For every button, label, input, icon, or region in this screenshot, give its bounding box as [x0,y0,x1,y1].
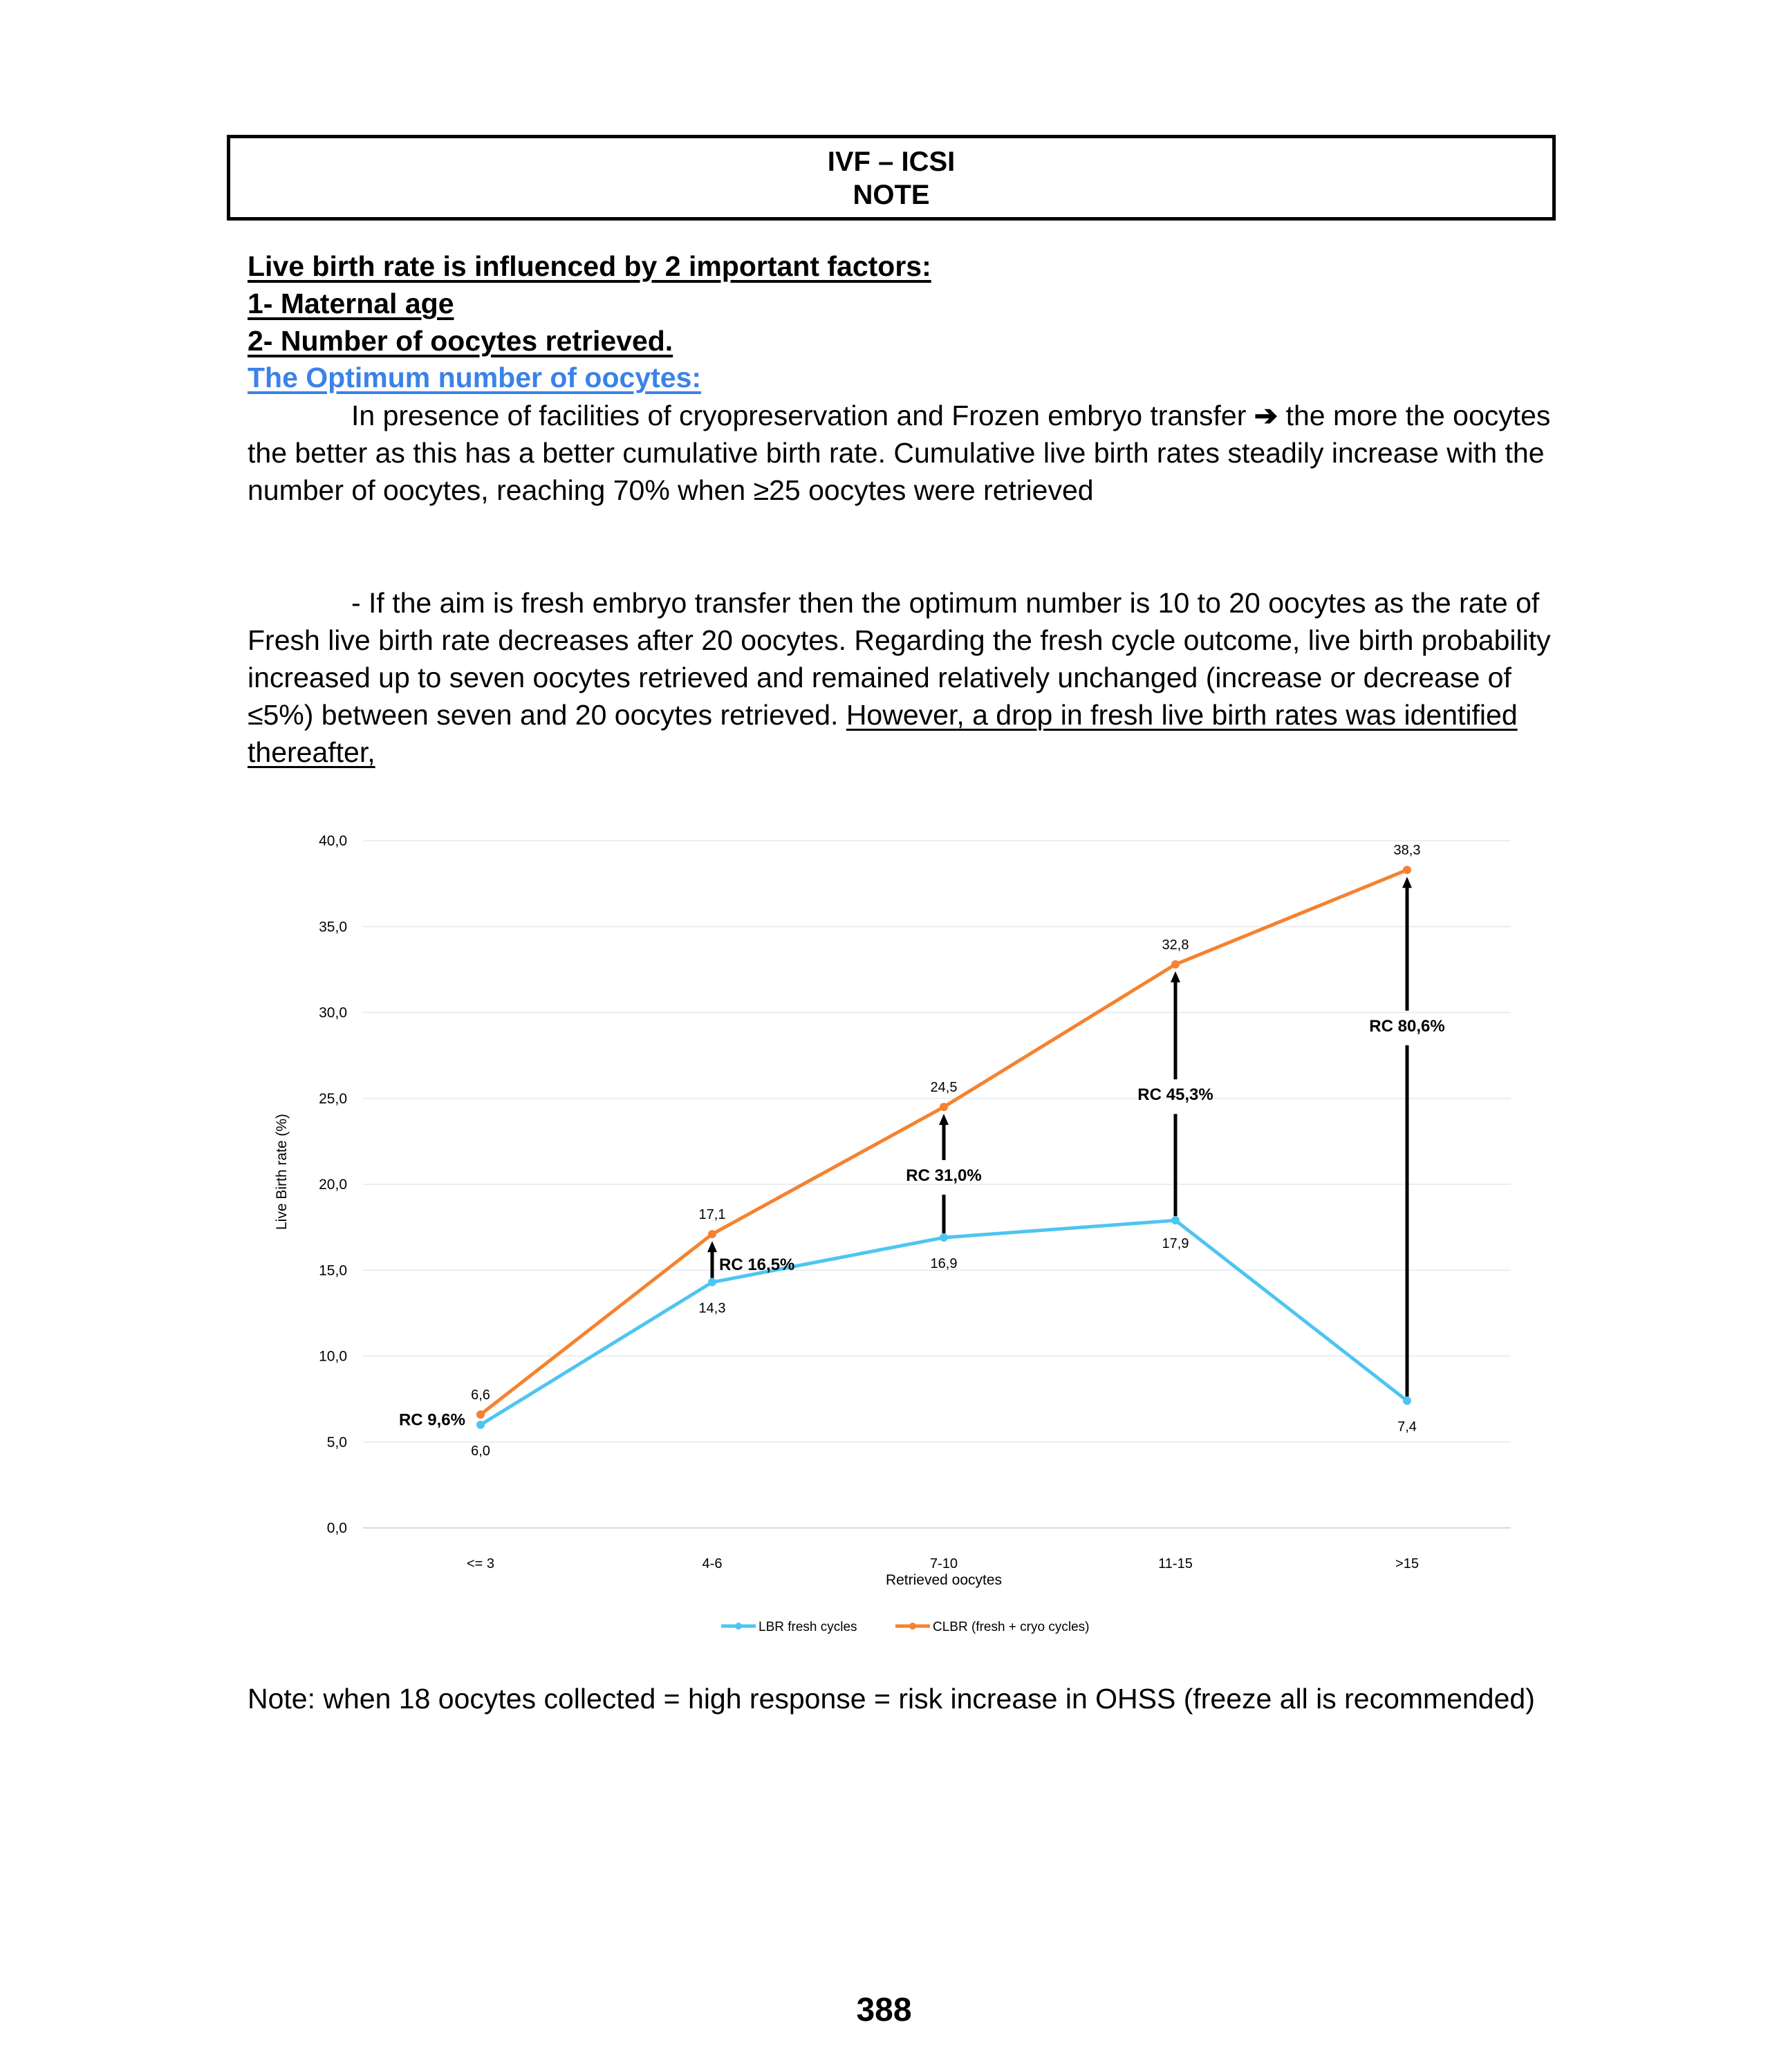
legend-label: LBR fresh cycles [759,1620,857,1634]
legend-marker [909,1623,916,1630]
rc-annotation: RC 16,5% [719,1256,795,1275]
right-arrow-icon: ➔ [1254,400,1278,431]
y-tick-label: 30,0 [319,1005,347,1021]
lbr-data-label: 6,0 [471,1443,490,1459]
y-tick-label: 15,0 [319,1262,347,1279]
lbr-fresh-point [1403,1397,1411,1405]
paragraph-fresh-main: - If the aim is fresh embryo transfer then the optimum number is 10 to 20 oocytes as the rate of Fresh live birth rate decreases after 20 oocytes. Regarding the fresh cycle outcome, live birth probability increased up to seven oocytes retrieved and remained relatively unchanged (increase or decrease of ≤5%) between seven and 20 oocytes retrieved. [248,587,1551,731]
x-tick-label: 11-15 [1158,1556,1193,1571]
y-axis-label: Live Birth rate (%) [274,1113,290,1231]
heading-factors: Live birth rate is influenced by 2 important factors: [248,250,931,282]
x-tick-labels [467,1556,1419,1571]
clbr-point [476,1410,485,1419]
rc-annotation: RC 9,6% [398,1410,465,1430]
heading-factor-2: 2- Number of oocytes retrieved. [248,325,673,357]
header-subtitle: NOTE [853,180,930,210]
x-tick-label: 7-10 [929,1556,958,1571]
heading-optimum: The Optimum number of oocytes: [248,362,702,393]
note-ohss: Note: when 18 oocytes collected = high response = risk increase in OHSS (freeze all is recommended) [248,1683,1535,1715]
legend-label: CLBR (fresh + cryo cycles) [933,1620,1090,1634]
y-tick-label: 0,0 [326,1520,347,1536]
lbr-data-label: 17,9 [1162,1236,1189,1252]
paragraph-cumulative [248,397,1561,509]
x-tick-label: <= 3 [466,1556,495,1571]
y-tick-label: 40,0 [319,833,347,849]
legend [721,1620,1089,1634]
title-box [227,135,1556,221]
paragraph-cumulative-part2: the more the oocytes the better as this has a better cumulative birth rate. Cumulative live birth rates steadily increase with the number of oocytes, reaching 70% when ≥25 oocytes were retrieved [248,400,1551,506]
clbr-point [940,1103,948,1111]
y-tick-label: 10,0 [319,1348,347,1365]
clbr-data-label: 17,1 [698,1207,726,1223]
clbr-point [1403,866,1411,874]
rc-annotation: RC 45,3% [1137,1085,1213,1105]
clbr-data-label: 38,3 [1393,843,1421,859]
lbr-data-label: 16,9 [930,1256,958,1272]
x-tick-label: >15 [1395,1556,1419,1571]
lbr-fresh-point [940,1233,948,1242]
lbr-fresh-point [1171,1216,1180,1224]
paragraph-fresh-underlined: However, a drop in fresh live birth rates was identified thereafter, [248,699,1518,768]
rc-arrows [707,877,1412,1397]
clbr-data-label: 32,8 [1162,937,1189,953]
lbr-fresh-line [481,1220,1407,1425]
clbr-point [1171,960,1180,969]
lbr-data-label: 14,3 [698,1300,726,1316]
paragraph-cumulative-part1: In presence of facilities of cryopreservation and Frozen embryo transfer [351,400,1247,431]
live-birth-rate-chart [249,816,1521,1645]
clbr-point [708,1230,716,1238]
x-axis-label: Retrieved oocytes [885,1572,1003,1588]
y-tick-labels [319,833,347,1536]
lbr-fresh-point [476,1421,485,1429]
rc-arrow-head [707,1241,717,1252]
rc-annotation: RC 80,6% [1369,1016,1445,1036]
y-tick-label: 20,0 [319,1177,347,1193]
rc-arrow-head [1402,877,1412,888]
rc-annotation: RC 31,0% [906,1166,982,1186]
clbr-data-label: 24,5 [930,1080,958,1096]
clbr-data-label: 6,6 [471,1387,490,1403]
x-tick-label: 4-6 [702,1556,723,1571]
header-title: IVF – ICSI [827,147,956,177]
rc-annotations [399,1017,1445,1430]
legend-marker [735,1623,742,1630]
y-tick-label: 35,0 [319,919,347,935]
data-labels [471,843,1420,1459]
y-tick-label: 5,0 [326,1434,347,1450]
lbr-data-label: 7,4 [1397,1419,1417,1435]
lbr-fresh-point [708,1278,716,1287]
paragraph-fresh [248,584,1561,771]
y-tick-label: 25,0 [319,1090,347,1107]
page-number: 388 [856,1992,912,2028]
heading-factor-1: 1- Maternal age [248,288,454,319]
rc-arrow-head [1171,971,1180,982]
rc-arrow-head [939,1114,949,1125]
